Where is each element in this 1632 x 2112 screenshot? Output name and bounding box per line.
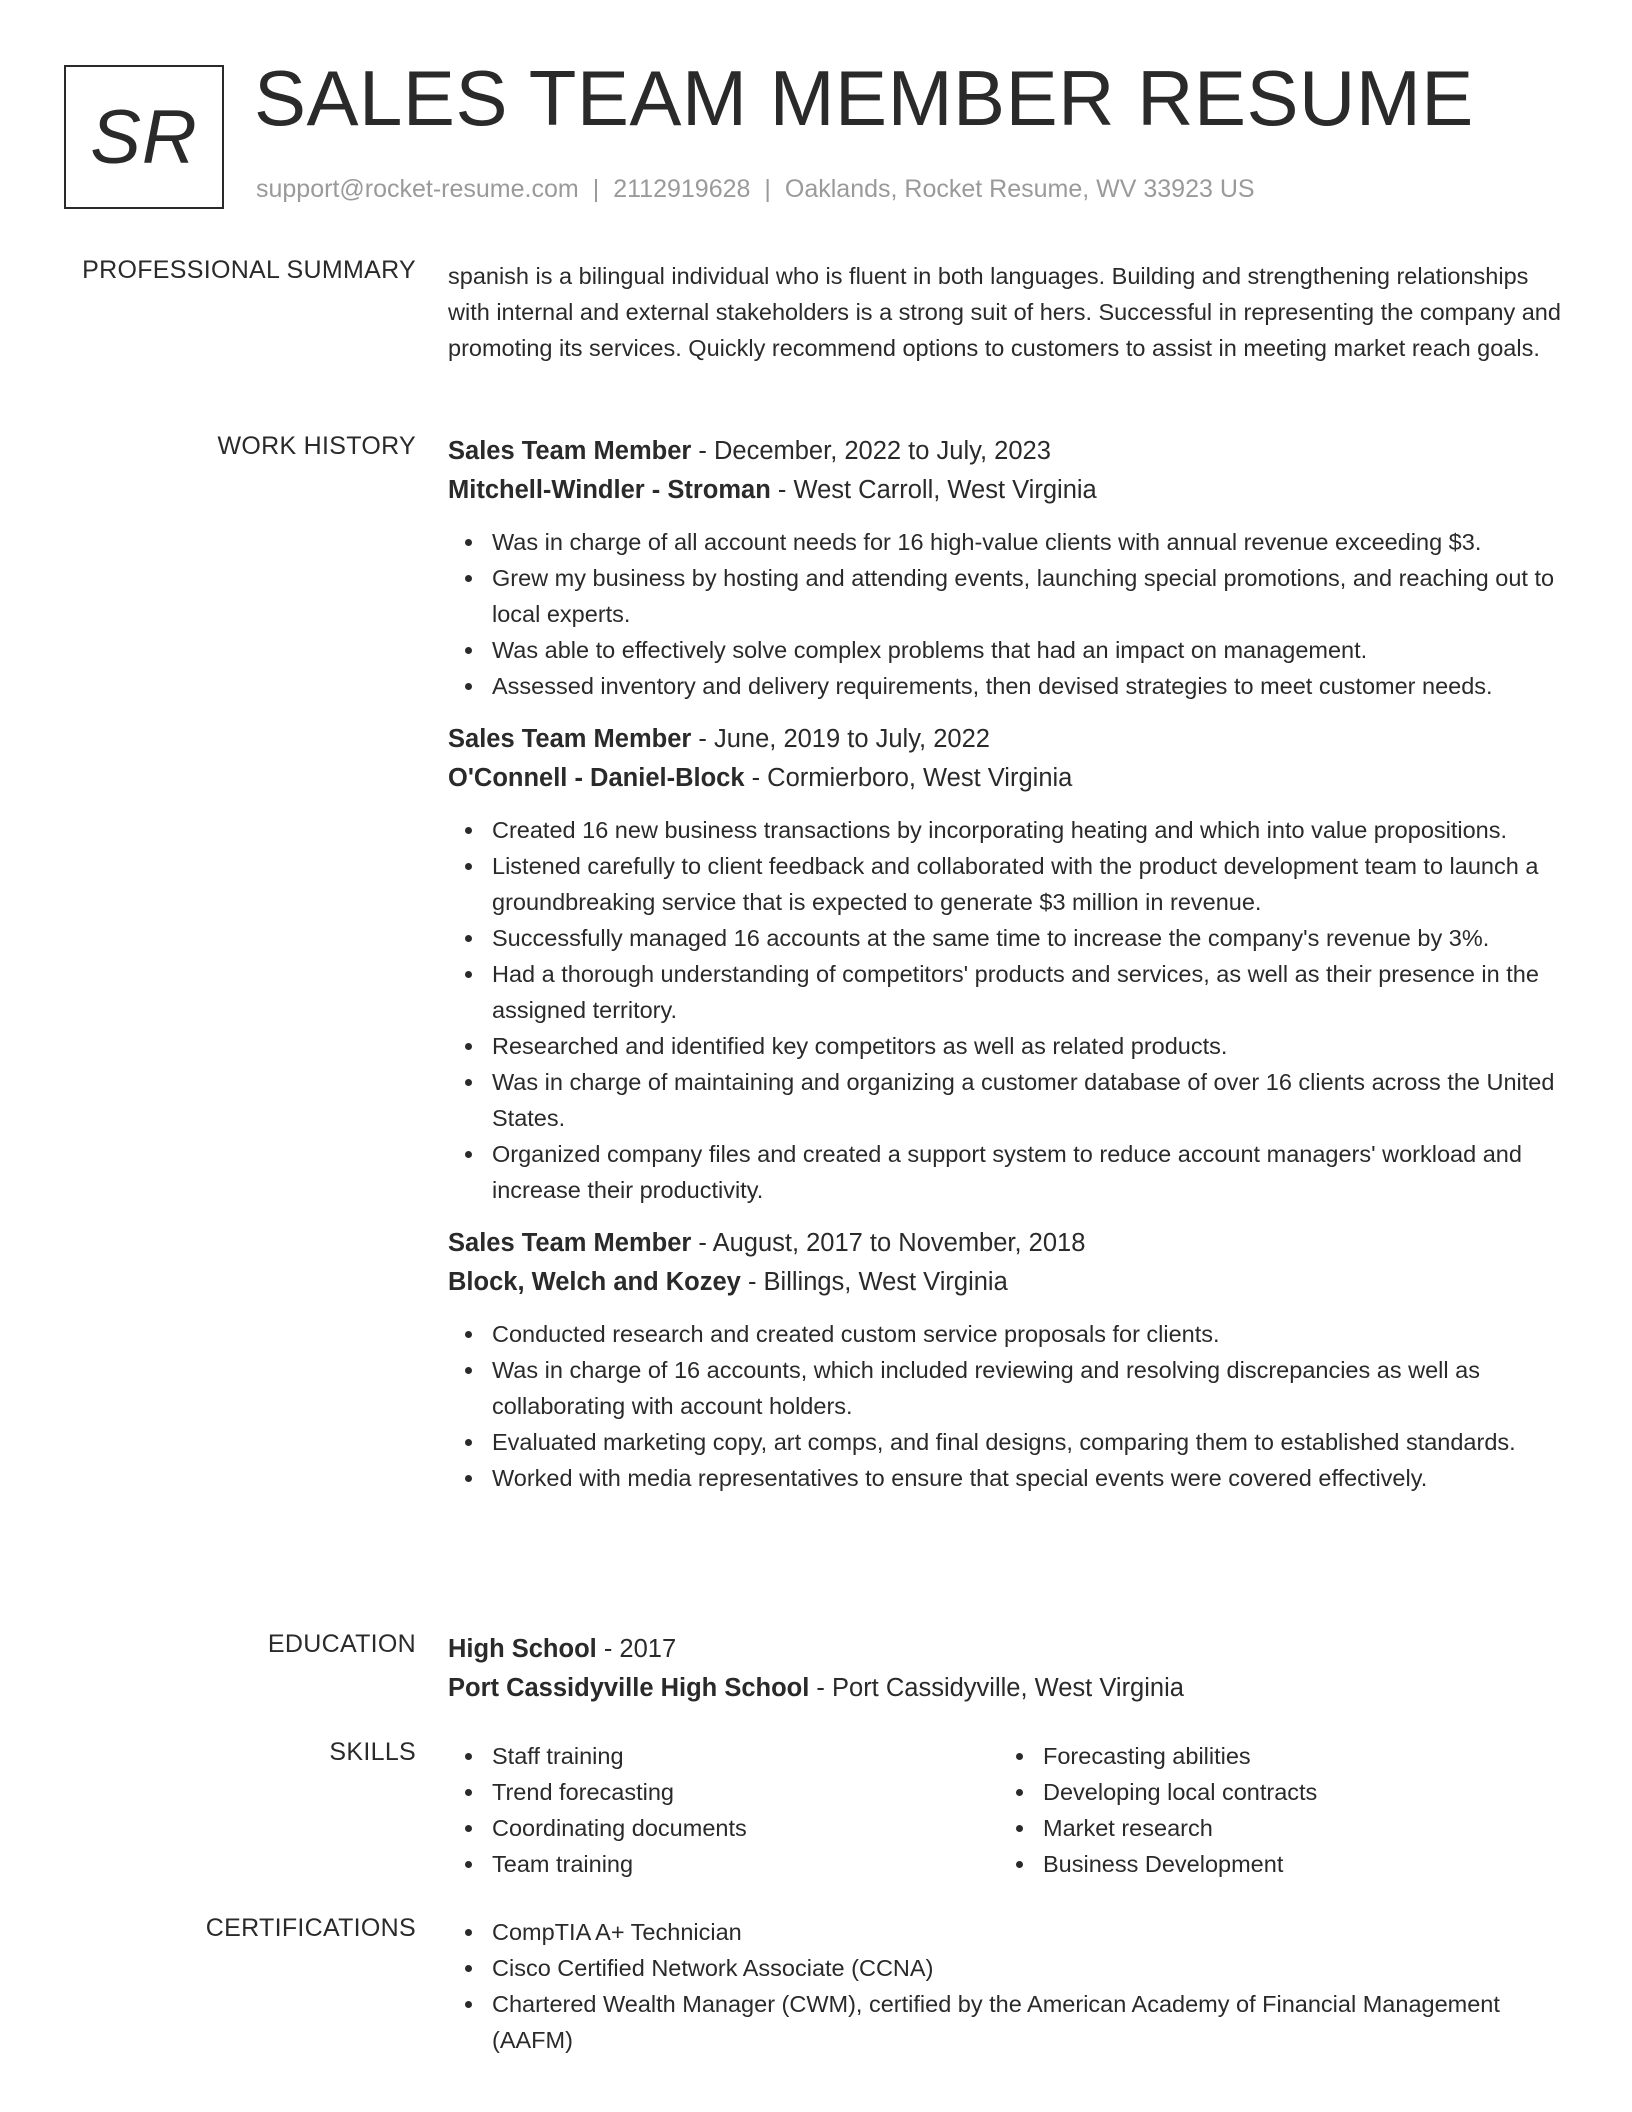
job-title: Sales Team Member bbox=[448, 1229, 692, 1257]
list-item: Was able to effectively solve complex problems that had an impact on management. bbox=[448, 632, 1568, 668]
list-item: Was in charge of maintaining and organizing a customer database of over 16 clients across the United States. bbox=[448, 1064, 1568, 1136]
list-item: Was in charge of 16 accounts, which included reviewing and resolving discrepancies as well as collaborating with account holders. bbox=[448, 1352, 1568, 1424]
job-bullets bbox=[448, 524, 1568, 704]
job-company-line bbox=[448, 1263, 1568, 1302]
skill-item: Staff training bbox=[448, 1738, 999, 1774]
work-history-body bbox=[448, 432, 1568, 1496]
list-item: Researched and identified key competitors as well as related products. bbox=[448, 1028, 1568, 1064]
skills-column-left bbox=[448, 1738, 999, 1882]
job-company-line bbox=[448, 759, 1568, 798]
education-year: - 2017 bbox=[596, 1635, 677, 1663]
list-item: Conducted research and created custom service proposals for clients. bbox=[448, 1316, 1568, 1352]
job-bullets bbox=[448, 812, 1568, 1208]
skill-item: Market research bbox=[999, 1810, 1550, 1846]
job-company: Block, Welch and Kozey bbox=[448, 1268, 741, 1296]
certification-item: CompTIA A+ Technician bbox=[448, 1914, 1568, 1950]
contact-line bbox=[256, 175, 1255, 204]
list-item: Evaluated marketing copy, art comps, and final designs, comparing them to established standards. bbox=[448, 1424, 1568, 1460]
list-item: Successfully managed 16 accounts at the same time to increase the company's revenue by 3%. bbox=[448, 920, 1568, 956]
education-degree-line bbox=[448, 1630, 1568, 1669]
contact-separator: | bbox=[592, 175, 600, 203]
job-title: Sales Team Member bbox=[448, 725, 692, 753]
job-company: O'Connell - Daniel-Block bbox=[448, 764, 745, 792]
education-school-line bbox=[448, 1669, 1568, 1708]
section-label-certifications: CERTIFICATIONS bbox=[205, 1914, 416, 1942]
job-company-line bbox=[448, 471, 1568, 510]
skill-item: Team training bbox=[448, 1846, 999, 1882]
education-degree: High School bbox=[448, 1635, 597, 1663]
skills-body bbox=[448, 1738, 1568, 1882]
education-location: - Port Cassidyville, West Virginia bbox=[809, 1674, 1184, 1702]
job-entry bbox=[448, 432, 1568, 704]
certification-item: Chartered Wealth Manager (CWM), certified by the American Academy of Financial Management (AAFM) bbox=[448, 1986, 1568, 2058]
section-label-summary: PROFESSIONAL SUMMARY bbox=[82, 256, 416, 284]
list-item: Listened carefully to client feedback and collaborated with the product development team to launch a groundbreaking service that is expected to generate $3 million in revenue. bbox=[448, 848, 1568, 920]
list-item: Had a thorough understanding of competitors' products and services, as well as their presence in the assigned territory. bbox=[448, 956, 1568, 1028]
skill-item: Business Development bbox=[999, 1846, 1550, 1882]
list-item: Grew my business by hosting and attending events, launching special promotions, and reaching out to local experts. bbox=[448, 560, 1568, 632]
job-dates: - August, 2017 to November, 2018 bbox=[691, 1229, 1086, 1257]
section-label-work-history: WORK HISTORY bbox=[217, 432, 416, 460]
certification-item: Cisco Certified Network Associate (CCNA) bbox=[448, 1950, 1568, 1986]
skills-column-right bbox=[999, 1738, 1550, 1882]
contact-email[interactable]: support@rocket-resume.com bbox=[256, 175, 579, 203]
job-location: - West Carroll, West Virginia bbox=[770, 476, 1097, 504]
section-label-skills: SKILLS bbox=[329, 1738, 416, 1766]
monogram-badge bbox=[64, 65, 224, 209]
certifications-body bbox=[448, 1914, 1568, 2058]
certifications-list bbox=[448, 1914, 1568, 2058]
job-company: Mitchell-Windler - Stroman bbox=[448, 476, 771, 504]
job-location: - Cormierboro, West Virginia bbox=[744, 764, 1073, 792]
job-title: Sales Team Member bbox=[448, 437, 692, 465]
initials: SR bbox=[90, 94, 198, 180]
education-body bbox=[448, 1630, 1568, 1708]
list-item: Worked with media representatives to ensure that special events were covered effectively. bbox=[448, 1460, 1568, 1496]
list-item: Assessed inventory and delivery requirements, then devised strategies to meet customer needs. bbox=[448, 668, 1568, 704]
job-title-line bbox=[448, 432, 1568, 471]
skill-item: Forecasting abilities bbox=[999, 1738, 1550, 1774]
skill-item: Developing local contracts bbox=[999, 1774, 1550, 1810]
contact-separator: | bbox=[764, 175, 771, 203]
job-entry bbox=[448, 720, 1568, 1208]
list-item: Was in charge of all account needs for 16 high-value clients with annual revenue exceeding $3. bbox=[448, 524, 1568, 560]
job-dates: - December, 2022 to July, 2023 bbox=[691, 437, 1051, 465]
skill-item: Coordinating documents bbox=[448, 1810, 999, 1846]
list-item: Created 16 new business transactions by incorporating heating and which into value propositions. bbox=[448, 812, 1568, 848]
resume-title: SALES TEAM MEMBER RESUME bbox=[254, 54, 1474, 142]
job-entry bbox=[448, 1224, 1568, 1496]
job-location: - Billings, West Virginia bbox=[740, 1268, 1008, 1296]
skill-item: Trend forecasting bbox=[448, 1774, 999, 1810]
contact-location: Oaklands, Rocket Resume, WV 33923 US bbox=[784, 175, 1255, 203]
contact-phone[interactable]: 2112919628 bbox=[613, 175, 751, 203]
job-title-line bbox=[448, 1224, 1568, 1263]
section-label-education: EDUCATION bbox=[267, 1630, 416, 1658]
job-bullets bbox=[448, 1316, 1568, 1496]
job-title-line bbox=[448, 720, 1568, 759]
list-item: Organized company files and created a support system to reduce account managers' workload and increase their productivity. bbox=[448, 1136, 1568, 1208]
skills-grid bbox=[448, 1738, 1568, 1882]
job-dates: - June, 2019 to July, 2022 bbox=[691, 725, 990, 753]
summary-text: spanish is a bilingual individual who is fluent in both languages. Building and strengthening relationships with internal and external stakeholders is a strong suit of hers. Successful in representing the company and promoting its services. Quickly recommend options to customers to assist in meeting market reach goals. bbox=[448, 263, 1561, 361]
education-school: Port Cassidyville High School bbox=[448, 1674, 810, 1702]
